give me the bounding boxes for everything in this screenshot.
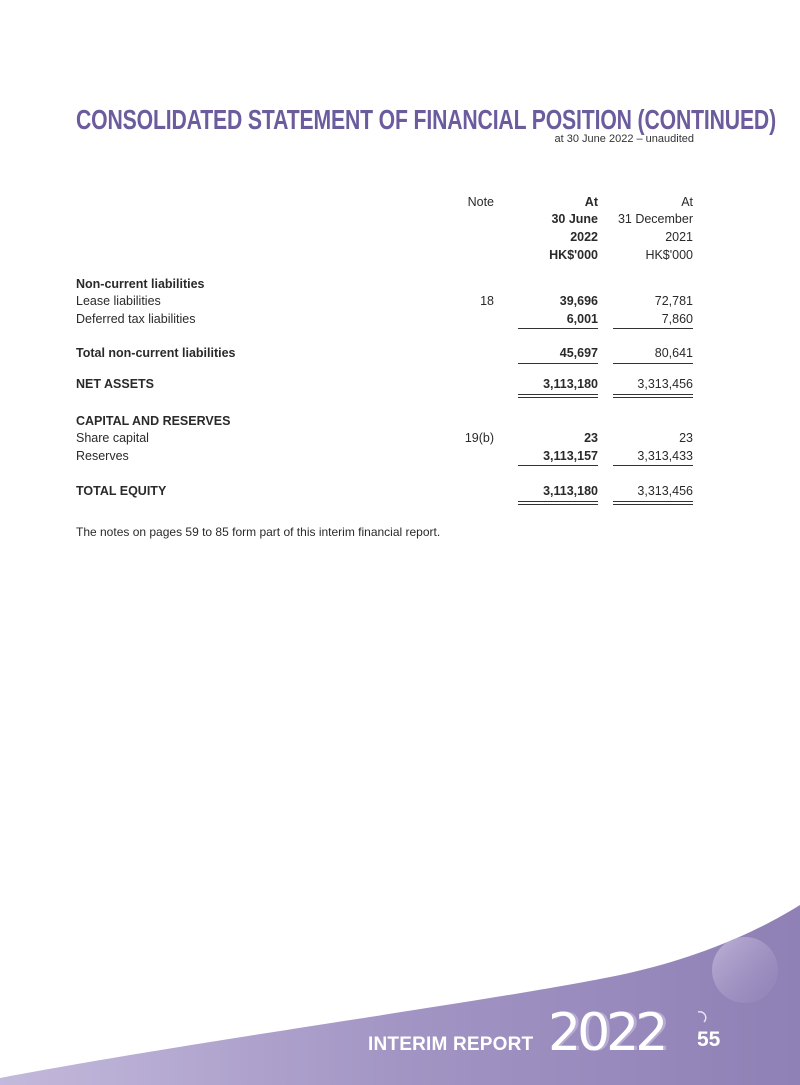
current-header-line2: 30 June (551, 212, 598, 226)
row-prior-share-capital: 23 (679, 431, 693, 445)
row-prior-deferred: 7,860 (661, 312, 693, 326)
row-current-total-equity: 3,113,180 (543, 484, 598, 498)
total-double-rule (518, 394, 598, 395)
row-label-net-assets: NET ASSETS (76, 377, 155, 391)
section-heading-ncl: Non-current liabilities (76, 277, 205, 291)
subtotal-rule (613, 363, 693, 364)
row-label-lease: Lease liabilities (76, 294, 161, 308)
total-double-rule (613, 397, 693, 398)
row-prior-total-ncl: 80,641 (654, 346, 693, 360)
row-current-lease: 39,696 (559, 294, 598, 308)
prior-header-line1: At (681, 195, 693, 209)
footnote: The notes on pages 59 to 85 form part of this interim financial report. (76, 525, 441, 539)
page-subtitle: at 30 June 2022 – unaudited (554, 133, 694, 145)
row-label-share-capital: Share capital (76, 431, 149, 445)
row-note-share-capital: 19(b) (464, 431, 494, 445)
report-year-logo: 2022 (548, 1003, 665, 1063)
current-header-line3: 2022 (570, 230, 598, 244)
row-label-total-equity: TOTAL EQUITY (76, 484, 167, 498)
prior-header-line3: 2021 (665, 230, 693, 244)
row-current-reserves: 3,113,157 (543, 449, 598, 463)
prior-header-line4: HK$'000 (645, 248, 693, 262)
total-double-rule (518, 504, 598, 505)
total-double-rule (613, 501, 693, 502)
planet-decoration (712, 937, 778, 1003)
section-heading-capital: CAPITAL AND RESERVES (76, 414, 231, 428)
subtotal-rule (613, 328, 693, 329)
subtotal-rule (518, 328, 598, 329)
row-prior-total-equity: 3,313,456 (637, 484, 693, 498)
subtotal-rule (518, 465, 598, 466)
page-title: CONSOLIDATED STATEMENT OF FINANCIAL POSITION (CONTINUED) (76, 104, 777, 135)
subtotal-rule (613, 465, 693, 466)
total-double-rule (613, 504, 693, 505)
row-current-deferred: 6,001 (566, 312, 598, 326)
total-double-rule (518, 397, 598, 398)
row-prior-net-assets: 3,313,456 (637, 377, 693, 391)
row-current-net-assets: 3,113,180 (543, 377, 598, 391)
total-double-rule (613, 394, 693, 395)
total-double-rule (518, 501, 598, 502)
current-header-line1: At (584, 195, 598, 209)
row-prior-lease: 72,781 (654, 294, 693, 308)
page-number: 55 (697, 1028, 721, 1051)
subtotal-rule (518, 363, 598, 364)
row-label-total-ncl: Total non-current liabilities (76, 346, 236, 360)
prior-header-line2: 31 December (617, 212, 693, 226)
current-header-line4: HK$'000 (549, 248, 598, 262)
row-label-deferred: Deferred tax liabilities (76, 312, 196, 326)
row-label-reserves: Reserves (76, 449, 129, 463)
row-note-lease: 18 (480, 294, 494, 308)
row-current-share-capital: 23 (584, 431, 598, 445)
note-column-header: Note (467, 195, 494, 209)
report-label: INTERIM REPORT (368, 1034, 534, 1055)
row-prior-reserves: 3,313,433 (637, 449, 693, 463)
row-current-total-ncl: 45,697 (559, 346, 598, 360)
